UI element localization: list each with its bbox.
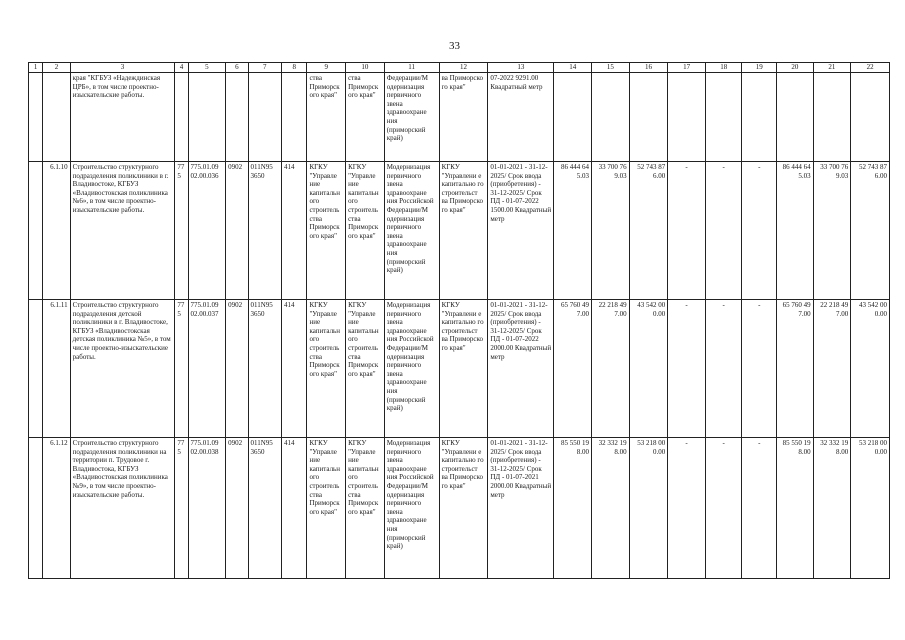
cell-item-number <box>43 73 70 162</box>
column-header: 16 <box>629 63 668 73</box>
table-row <box>29 438 890 579</box>
cell-item-number: 6.1.11 <box>43 300 70 438</box>
column-header: 10 <box>346 63 385 73</box>
cell-amount-y1: 32 332 19 8.00 <box>592 438 630 579</box>
cell-recipient: КГКУ "Управлени е капитально го строительст ва Приморско го края" <box>439 300 488 438</box>
cell-project: Модернизация первичного звена здравоохране ния Российской Федерации/М одернизация первичного звена здравоохране ния (приморский край) <box>384 438 439 579</box>
cell-amount-y5 <box>742 73 777 162</box>
table-row <box>29 300 890 438</box>
cell-item-number: 6.1.10 <box>43 162 70 300</box>
cell-customer: КГКУ "Управле ние капитальн ого строитель ства Приморск ого края" <box>307 300 346 438</box>
column-number-row <box>29 63 890 73</box>
cell-amount-y3: - <box>668 300 706 438</box>
cell-budget-code <box>188 73 226 162</box>
column-header: 11 <box>384 63 439 73</box>
cell-amount-y3: - <box>668 438 706 579</box>
cell-recipient: КГКУ "Управлени е капитально го строительст ва Приморско го края" <box>439 162 488 300</box>
cell-target-article: 011N95 3650 <box>248 438 282 579</box>
cell-fed-y2: 43 542 00 0.00 <box>851 300 890 438</box>
column-header: 9 <box>307 63 346 73</box>
cell-customer: КГКУ "Управле ние капитальн ого строитель ства Приморск ого края" <box>307 162 346 300</box>
column-header: 4 <box>175 63 188 73</box>
cell-budget-code: 775.01.09 02.00.036 <box>188 162 226 300</box>
cell-project: Федерации/М одернизация первичного звена здравоохране ния (приморский край) <box>384 73 439 162</box>
cell-amount-total: 65 760 49 7.00 <box>554 300 592 438</box>
cell-object-name: Строительство структурного подразделения детской поликлиники в г. Владивостоке, КГБУЗ «Владивостокская детская поликлиника №5», в том числе проектно-изыскательские работы. <box>70 300 175 438</box>
cell-budget-code: 775.01.09 02.00.038 <box>188 438 226 579</box>
cell-amount-y2 <box>629 73 668 162</box>
cell-target-article <box>248 73 282 162</box>
cell-section: 0902 <box>226 300 248 438</box>
cell-fed-y1: 22 218 49 7.00 <box>813 300 851 438</box>
cell-fed-y1 <box>813 73 851 162</box>
column-header: 18 <box>705 63 742 73</box>
column-header: 12 <box>439 63 488 73</box>
column-header: 17 <box>668 63 706 73</box>
cell-amount-y2: 52 743 87 6.00 <box>629 162 668 300</box>
program-table <box>28 62 890 579</box>
cell-amount-y2: 43 542 00 0.00 <box>629 300 668 438</box>
column-header: 13 <box>488 63 554 73</box>
cell-fed-y1: 33 700 76 9.03 <box>813 162 851 300</box>
cell-object-name: Строительство структурного подразделения поликлиники в г. Владивостоке, КГБУЗ «Владивостокская поликлиника №6», в том числе проектно-изыскательские работы. <box>70 162 175 300</box>
cell-item-number: 6.1.12 <box>43 438 70 579</box>
column-header: 1 <box>29 63 43 73</box>
cell-amount-total: 86 444 64 5.03 <box>554 162 592 300</box>
cell-fed-total: 65 760 49 7.00 <box>777 300 814 438</box>
cell-index <box>29 300 43 438</box>
cell-index <box>29 73 43 162</box>
column-header: 21 <box>813 63 851 73</box>
cell-amount-y2: 53 218 00 0.00 <box>629 438 668 579</box>
cell-amount-y4: - <box>705 162 742 300</box>
column-header: 8 <box>282 63 307 73</box>
cell-fed-total <box>777 73 814 162</box>
column-header: 19 <box>742 63 777 73</box>
cell-fed-total: 85 550 19 8.00 <box>777 438 814 579</box>
cell-developer: ства Приморск ого края" <box>346 73 385 162</box>
column-header: 15 <box>592 63 630 73</box>
cell-object-name: края "КГБУЗ «Надеждинская ЦРБ», в том числе проектно-изыскательские работы. <box>70 73 175 162</box>
cell-terms-capacity: 01-01-2021 - 31-12-2025/ Срок ввода (приобретения) - 31-12-2025/ Срок ПД - 01-07-2022 2000.00 Квадратный метр <box>488 300 554 438</box>
cell-customer: ства Приморск ого края" <box>307 73 346 162</box>
column-header: 6 <box>226 63 248 73</box>
cell-amount-y3 <box>668 73 706 162</box>
table-row <box>29 162 890 300</box>
cell-target-article: 011N95 3650 <box>248 300 282 438</box>
cell-index <box>29 438 43 579</box>
cell-terms-capacity: 07-2022 9291.00 Квадратный метр <box>488 73 554 162</box>
cell-code: 775 <box>175 438 188 579</box>
cell-section: 0902 <box>226 162 248 300</box>
cell-expense-type: 414 <box>282 162 307 300</box>
cell-amount-total: 85 550 19 8.00 <box>554 438 592 579</box>
column-header: 14 <box>554 63 592 73</box>
cell-amount-y1: 33 700 76 9.03 <box>592 162 630 300</box>
cell-project: Модернизация первичного звена здравоохране ния Российской Федерации/М одернизация первичного звена здравоохране ния (приморский край) <box>384 162 439 300</box>
cell-recipient: ва Приморско го края" <box>439 73 488 162</box>
cell-budget-code: 775.01.09 02.00.037 <box>188 300 226 438</box>
cell-customer: КГКУ "Управле ние капитальн ого строитель ства Приморск ого края" <box>307 438 346 579</box>
column-header: 2 <box>43 63 70 73</box>
cell-amount-y4: - <box>705 438 742 579</box>
cell-amount-y5: - <box>742 300 777 438</box>
page-number: 33 <box>449 40 460 52</box>
cell-amount-y1 <box>592 73 630 162</box>
cell-code: 775 <box>175 300 188 438</box>
cell-code <box>175 73 188 162</box>
cell-fed-y2: 53 218 00 0.00 <box>851 438 890 579</box>
cell-developer: КГКУ "Управле ние капитальн ого строитель ства Приморск ого края" <box>346 162 385 300</box>
cell-project: Модернизация первичного звена здравоохране ния Российской Федерации/М одернизация первичного звена здравоохране ния (приморский край) <box>384 300 439 438</box>
cell-terms-capacity: 01-01-2021 - 31-12-2025/ Срок ввода (приобретения) - 31-12-2025/ Срок ПД - 01-07-2022 1500.00 Квадратный метр <box>488 162 554 300</box>
cell-recipient: КГКУ "Управлени е капитально го строительст ва Приморско го края" <box>439 438 488 579</box>
column-header: 5 <box>188 63 226 73</box>
cell-amount-y4: - <box>705 300 742 438</box>
cell-amount-y1: 22 218 49 7.00 <box>592 300 630 438</box>
cell-developer: КГКУ "Управле ние капитальн ого строитель ства Приморск ого края" <box>346 300 385 438</box>
cell-expense-type: 414 <box>282 438 307 579</box>
cell-developer: КГКУ "Управле ние капитальн ого строитель ства Приморск ого края" <box>346 438 385 579</box>
cell-target-article: 011N95 3650 <box>248 162 282 300</box>
cell-code: 775 <box>175 162 188 300</box>
cell-amount-total <box>554 73 592 162</box>
cell-amount-y3: - <box>668 162 706 300</box>
cell-amount-y5: - <box>742 162 777 300</box>
cell-object-name: Строительство структурного подразделения поликлиники на территории п. Трудовое г. Владивостока, КГБУЗ «Владивостокская поликлиника №9», в том числе проектно-изыскательские работы. <box>70 438 175 579</box>
cell-terms-capacity: 01-01-2021 - 31-12-2025/ Срок ввода (приобретения) - 31-12-2025/ Срок ПД - 01-07-2021 2000.00 Квадратный метр <box>488 438 554 579</box>
table-row <box>29 73 890 162</box>
column-header: 22 <box>851 63 890 73</box>
cell-fed-y2 <box>851 73 890 162</box>
column-header: 20 <box>777 63 814 73</box>
cell-fed-total: 86 444 64 5.03 <box>777 162 814 300</box>
column-header: 3 <box>70 63 175 73</box>
cell-expense-type: 414 <box>282 300 307 438</box>
cell-amount-y5: - <box>742 438 777 579</box>
cell-index <box>29 162 43 300</box>
cell-amount-y4 <box>705 73 742 162</box>
column-header: 7 <box>248 63 282 73</box>
cell-fed-y2: 52 743 87 6.00 <box>851 162 890 300</box>
cell-expense-type <box>282 73 307 162</box>
cell-section: 0902 <box>226 438 248 579</box>
cell-fed-y1: 32 332 19 8.00 <box>813 438 851 579</box>
cell-section <box>226 73 248 162</box>
